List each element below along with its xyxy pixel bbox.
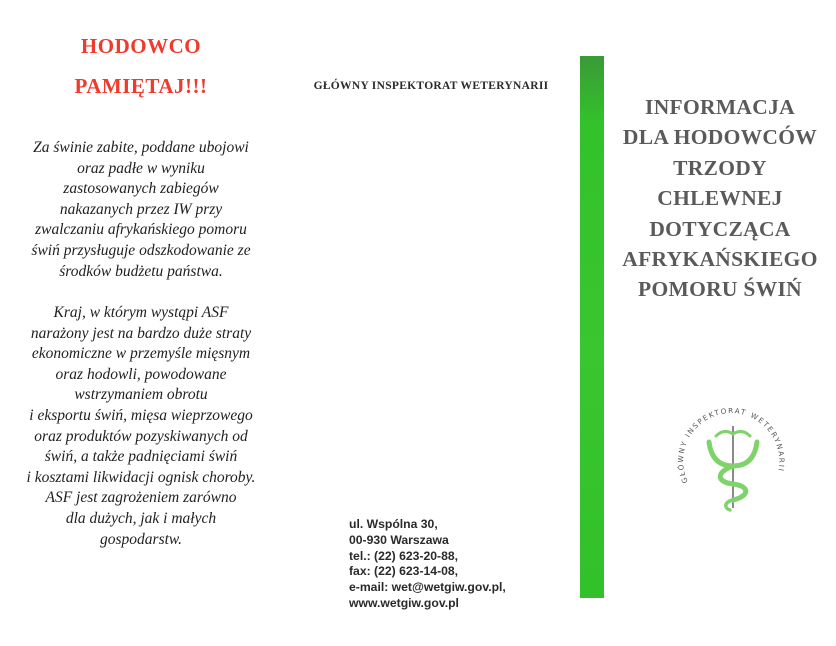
title-line: AFRYKAŃSKIEGO xyxy=(622,247,818,272)
paragraph-line: ekonomiczne w przemyśle mięsnym xyxy=(31,345,251,363)
svg-text:GŁÓWNY INSPEKTORAT WETERYNARII xyxy=(676,406,786,485)
paragraph-line: świń przysługuje odszkodowanie ze xyxy=(31,241,251,259)
middle-panel xyxy=(282,0,580,646)
paragraph-line: i kosztami likwidacji ognisk choroby. xyxy=(26,468,256,486)
warning-heading-line2: PAMIĘTAJ!!! xyxy=(74,74,208,98)
paragraph-line: wstrzymaniem obrotu xyxy=(74,386,208,404)
paragraph-line: i eksportu świń, mięsa wieprzowego xyxy=(29,406,253,424)
inspectorate-header: GŁÓWNY INSPEKTORAT WETERYNARII xyxy=(313,80,549,92)
paragraph-line: dla dużych, jak i małych xyxy=(65,509,217,527)
paragraph-line: ASF jest zagrożeniem zarówno xyxy=(45,489,237,507)
address-street: ul. Wspólna 30, xyxy=(349,517,438,531)
title-line: DOTYCZĄCA xyxy=(649,216,791,241)
warning-heading-line1: HODOWCO xyxy=(80,34,202,58)
paragraph-line: narażony jest na bardzo duże straty xyxy=(30,324,252,342)
left-panel xyxy=(0,0,282,646)
contact-address xyxy=(349,517,574,612)
paragraph-line: oraz hodowli, powodowane xyxy=(55,365,227,383)
title-line: TRZODY xyxy=(673,155,767,180)
paragraph-line: świń, a także padnięciami świń xyxy=(44,448,238,466)
paragraph-line: Kraj, w którym wystąpi ASF xyxy=(53,304,229,321)
paragraph-line: zastosowanych zabiegów xyxy=(63,180,219,198)
address-phone: tel.: (22) 623-20-88, xyxy=(349,548,459,563)
title-line: INFORMACJA xyxy=(645,95,795,119)
title-line: POMORU ŚWIŃ xyxy=(638,277,802,302)
address-email: e-mail: wet@wetgiw.gov.pl, xyxy=(349,580,506,595)
paragraph-line: Za świnie zabite, poddane ubojowi xyxy=(33,139,249,156)
paragraph-line: środków budżetu państwa. xyxy=(59,262,223,280)
leaflet-title xyxy=(604,92,836,305)
address-fax: fax: (22) 623-14-08, xyxy=(349,564,459,579)
paragraph-line: gospodarstw. xyxy=(100,530,182,548)
paragraph-line: zwalczaniu afrykańskiego pomoru xyxy=(35,221,247,239)
logo-ring-text: GŁÓWNY INSPEKTORAT WETERYNARII xyxy=(676,406,787,485)
address-website: www.wetgiw.gov.pl xyxy=(349,595,459,610)
compensation-paragraph xyxy=(0,138,282,282)
title-line: CHLEWNEJ xyxy=(657,186,783,211)
paragraph-line: nakazanych przez IW przy xyxy=(59,200,223,218)
paragraph-line: oraz padłe w wyniku xyxy=(77,159,205,177)
inspectorate-logo-icon xyxy=(664,386,798,520)
paragraph-line: oraz produktów pozyskiwanych od xyxy=(34,427,248,445)
right-panel xyxy=(604,0,836,646)
asf-losses-paragraph xyxy=(0,303,282,550)
address-city: 00-930 Warszawa xyxy=(349,532,449,547)
title-line: DLA HODOWCÓW xyxy=(622,125,818,150)
green-divider-band xyxy=(580,56,604,598)
